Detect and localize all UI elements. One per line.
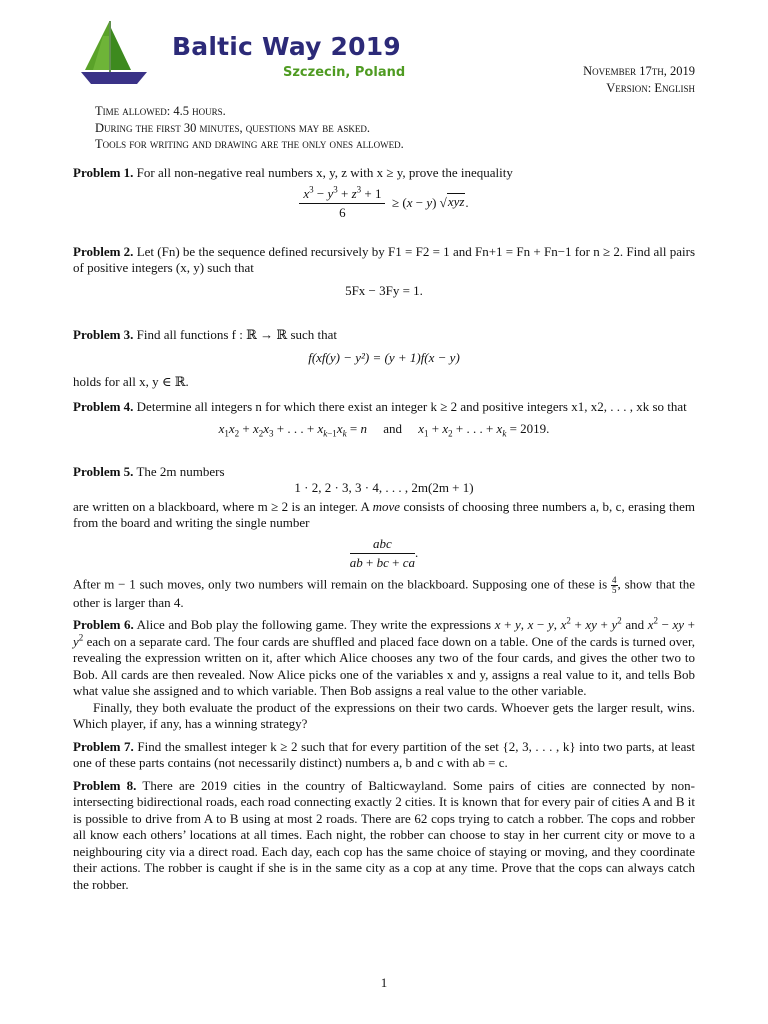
problem-4-equations: $x_1x_2 + x_2x_3$ + . . . + $x_{k-1}x_k = n$ and $x_1 + x_2$ + . . . + $x_k = 2019$.: [218, 421, 550, 439]
problem-5: [73, 464, 695, 481]
rule-item: Time allowed: 4.5 hours.: [95, 104, 226, 118]
page-number: 1: [380, 975, 388, 990]
paper-page: [73, 0, 695, 1024]
problem-label: Problem 2.: [73, 243, 134, 259]
problem-2: [73, 244, 695, 277]
problem-text: For all non-negative real numbers x, y, z with x ≥ y, prove the inequality: [136, 165, 513, 180]
problems: [73, 165, 695, 893]
term-move: move: [372, 498, 401, 514]
problem-label: Problem 3.: [73, 327, 134, 342]
problem-3-after: holds for all x, y ∈ ℝ.: [73, 374, 189, 389]
sailboat-logo-icon: [79, 18, 149, 88]
problem-6-paragraph-2: Finally, they both evaluate the product of the expressions on their two cards. Whoever gets the larger result, wins. Which player, if any, has a winning strategy?: [73, 699, 695, 731]
problem-text: Find all functions f : ℝ → ℝ such that: [136, 327, 338, 342]
problem-label: Problem 5.: [73, 463, 134, 479]
problem-5-question: After m − 1 such moves, only two numbers will remain on the blackboard. Supposing one of these is $\frac{4}{5}$ , show that the other is larger than 4.: [73, 574, 696, 610]
problem-4: [73, 399, 695, 416]
problem-1: [73, 165, 695, 182]
problem-label: Problem 8.: [73, 777, 137, 793]
contest-location: Szczecin, Poland: [283, 65, 406, 80]
problem-2-equation: 5Fx − 3Fy = 1.: [345, 282, 423, 298]
problem-1-inequality: $\frac{x^3 - y^3 + z^3 + 1}{6}$ ≥ (x − y) √xyz.: [73, 186, 695, 222]
problem-8: Problem 8. There are 2019 cities in the country of Balticwayland. Some pairs of cities are connected by non-intersecting bidirectional roads, each road connecting exactly 2 cities. It is known that for every pair of cities A and B it is possible to drive from A to B using at most 2 roads. There are 62 cops trying to catch a robber. The cops and robber all know each others’ locations at all times. Each night, the robber can choose to stay in her current city or move to a neighbouring city via a direct road. Each day, each cop has the same choice of staying or moving, and they coordinate their actions. The robber is caught if she is in the same city as a cop at any time. Prove that the cops can always catch the robber.: [73, 777, 696, 892]
problem-5-sequence: 1 · 2, 2 · 3, 3 · 4, . . . , 2m(2m + 1): [294, 480, 474, 495]
problem-label: Problem 1.: [73, 165, 134, 180]
problem-text: Let (Fn) be the sequence defined recursively by F1 = F2 = 1 and Fn+1 = Fn + Fn−1 for n ≥ 2. Find all pairs of positive integers (x, y) such that: [73, 243, 696, 275]
problem-5-text: are written on a blackboard, where m ≥ 2 is an integer. A move consists of choosing three numbers a, b, c, erasing them from the board and writing the single number: [73, 498, 696, 530]
problem-text: The 2m numbers: [136, 463, 225, 479]
problem-label: Problem 4.: [73, 398, 134, 414]
problem-3-equation: f(xf(y) − y²) = (y + 1)f(x − y): [308, 349, 460, 365]
problem-5-fraction: $\frac{\text{abc}}{ab + bc + ca}$ .: [349, 535, 419, 570]
problem-text: Determine all integers n for which there exist an integer k ≥ 2 and positive integers x1, x2, . . . , xk so that: [136, 398, 687, 414]
rule-item: Tools for writing and drawing are the only ones allowed.: [95, 137, 404, 151]
rule-item: During the first 30 minutes, questions may be asked.: [95, 120, 370, 135]
contest-date: November 17th, 2019: [583, 64, 695, 78]
problem-3: [73, 327, 695, 344]
problem-label: Problem 6.: [73, 617, 134, 632]
problem-label: Problem 7.: [73, 738, 134, 754]
header-meta: [583, 63, 695, 97]
version-label: Version: English: [606, 81, 695, 95]
problem-6: Problem 6. Alice and Bob play the following game. They write the expressions x + y, x − y, $x^2$ + xy + $y^2$ and $x^2$ − xy + $y^2$ each on a separate card. The four cards are shuffled and placed face down on a table. One of the cards is turned over, revealing the expression written on it, after which Alice chooses any two of the four cards, and gives the other two to Bob. All cards are then revealed. Now Alice picks one of the variables x and y, assigns a real value to it, and tells Bob what value she assigned and to which variable. Then Bob assigns a real value to the other variable.: [73, 615, 696, 698]
problem-7: Problem 7. Find the smallest integer k ≥ 2 such that for every partition of the set {2, 3, . . . , k} into two parts, at least one of these parts contains (not necessarily distinct) numbers a, b and c with ab = c.: [73, 738, 696, 770]
rules-list: [95, 103, 404, 153]
contest-title: Baltic Way 2019: [172, 32, 401, 61]
